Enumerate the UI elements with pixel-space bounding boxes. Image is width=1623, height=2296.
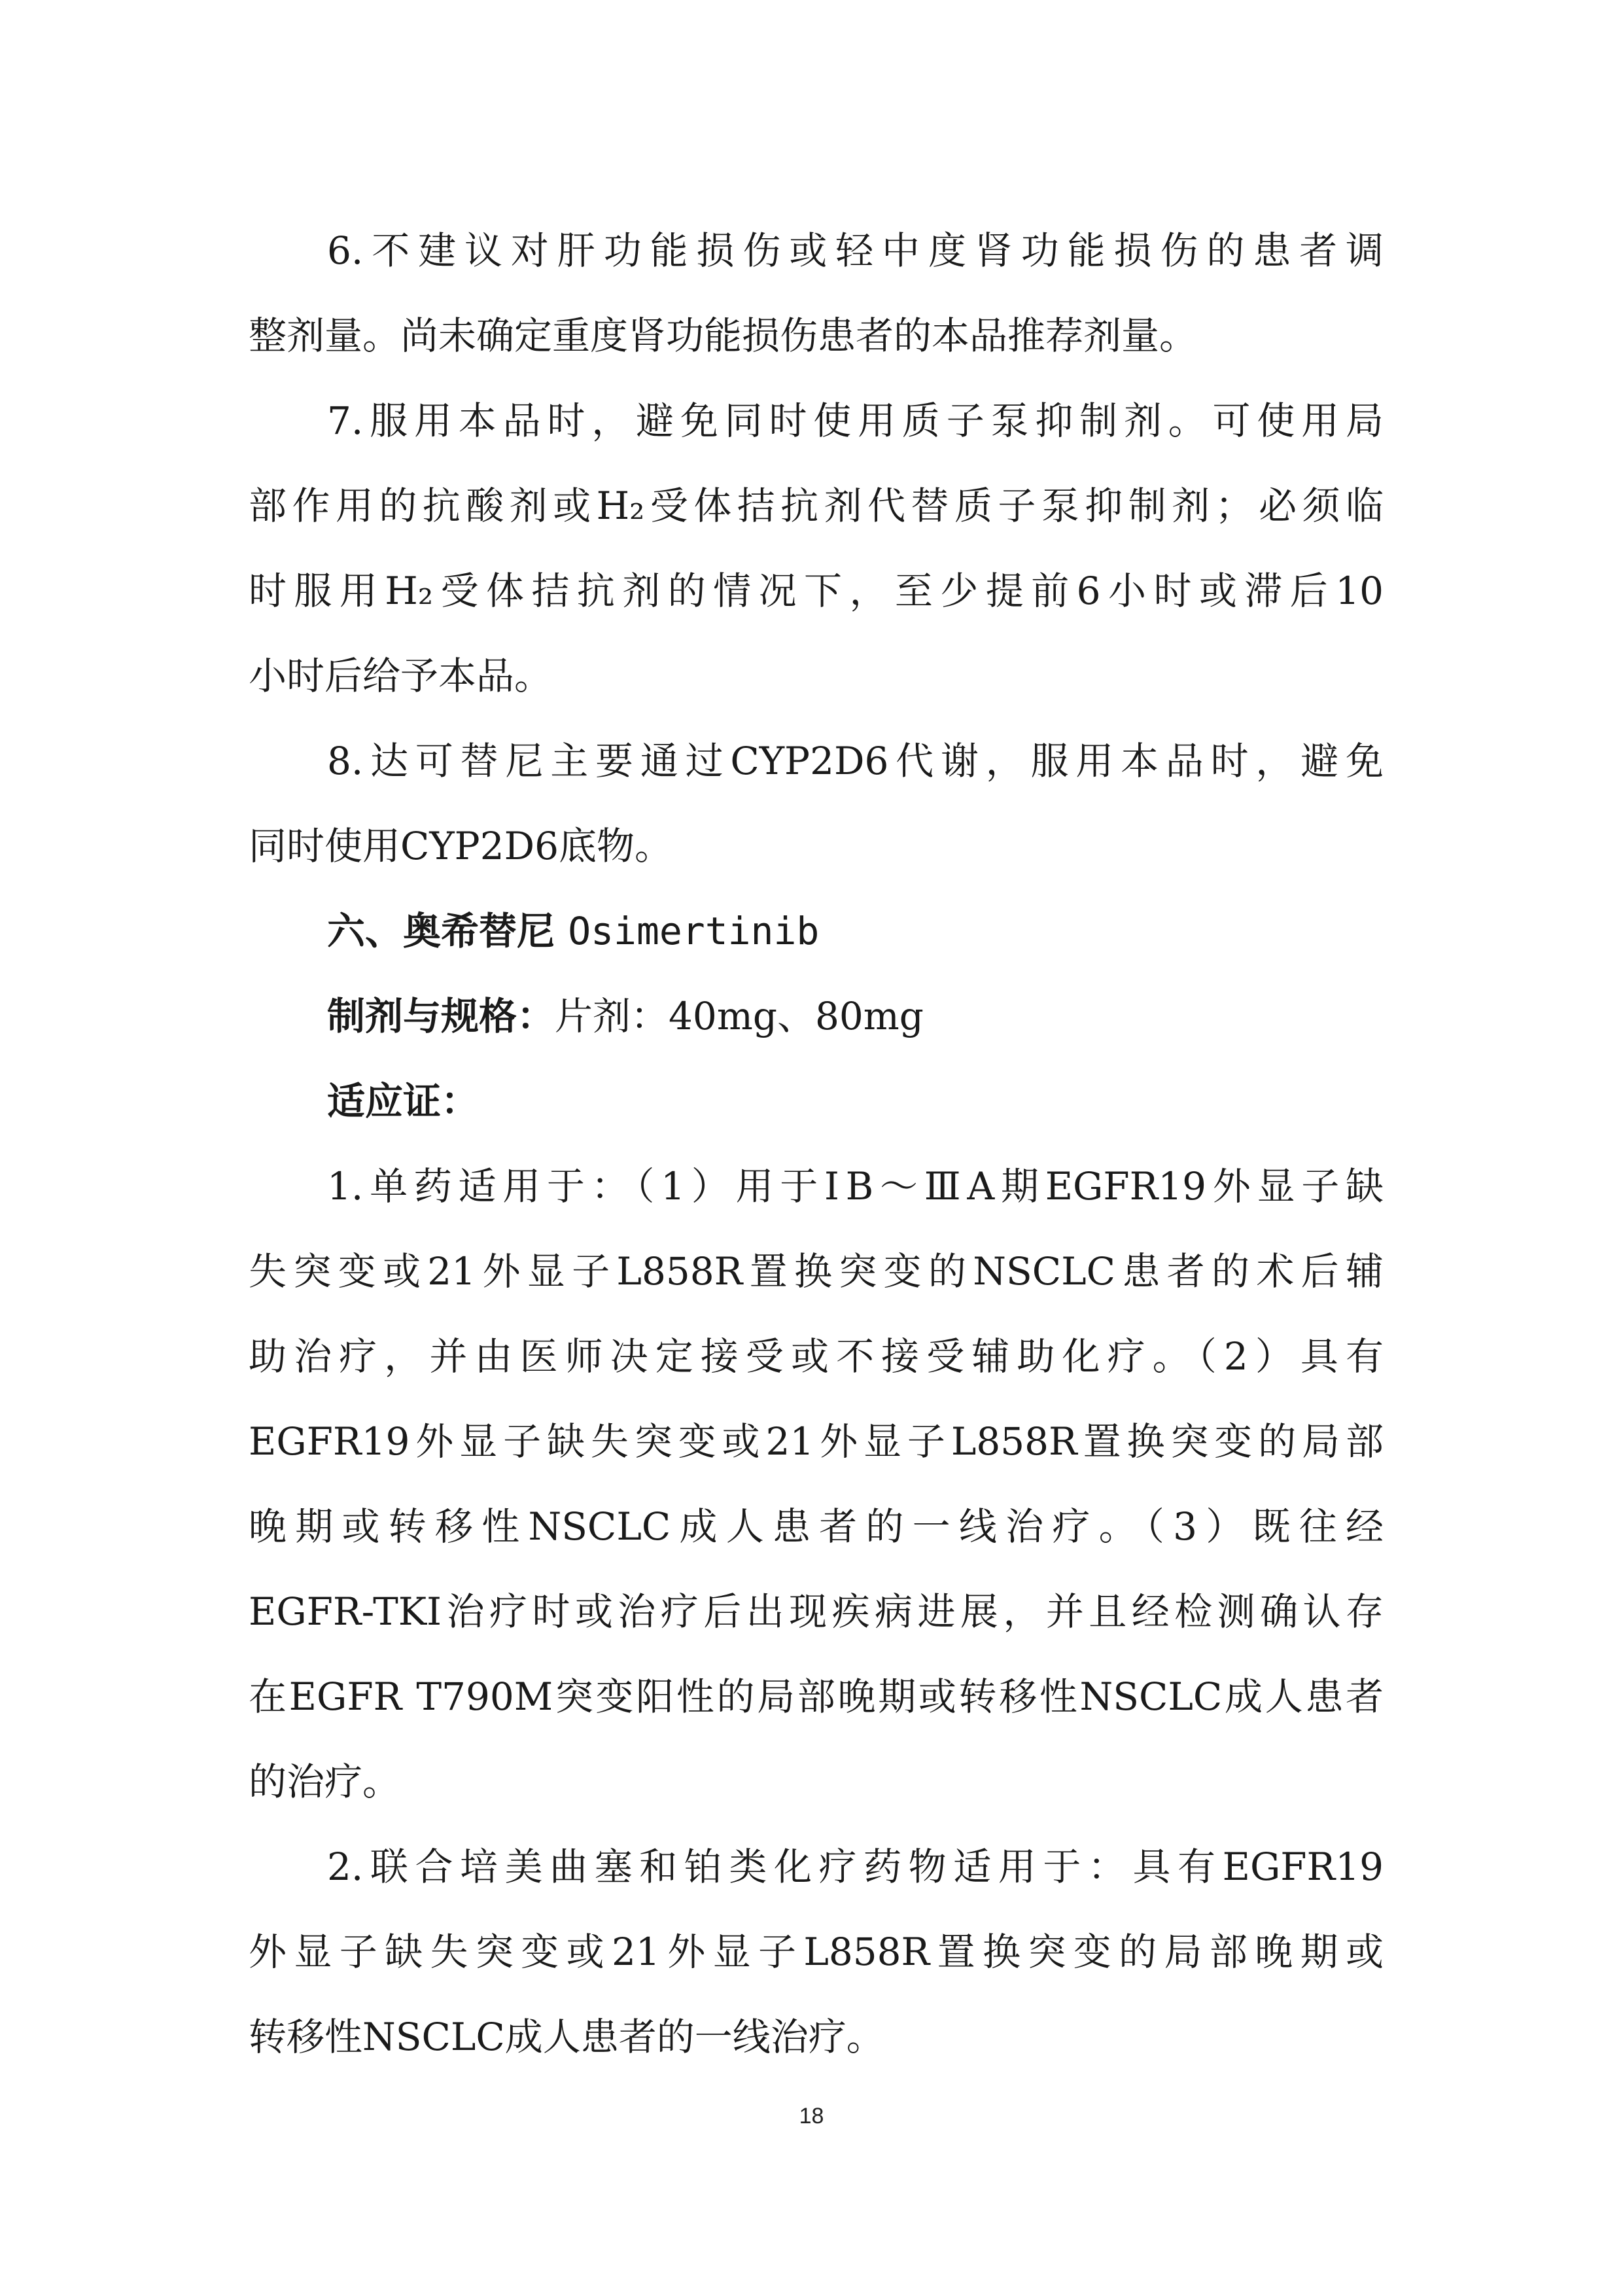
text-line: 助治疗，并由医师决定接受或不接受辅助化疗。（2）具有 [249,1334,1384,1379]
formulation-label: 制剂与规格： [327,994,555,1038]
text-line: 失突变或21外显子L858R置换突变的NSCLC患者的术后辅 [249,1249,1384,1294]
text-line: 的治疗。 [249,1759,401,1804]
indications-label: 适应证： [327,1079,480,1123]
text-line: EGFR-TKI治疗时或治疗后出现疾病进展，并且经检测确认存 [249,1589,1384,1634]
text-line: 转移性NSCLC成人患者的一线治疗。 [249,2015,884,2059]
text-line: 部作用的抗酸剂或H₂受体拮抗剂代替质子泵抑制剂；必须临 [249,484,1384,528]
text-line: 在EGFR T790M突变阳性的局部晚期或转移性NSCLC成人患者 [249,1674,1384,1719]
drug-heading-en: Osimertinib [568,909,820,953]
formulation-line [249,974,1384,1059]
text-line: EGFR19外显子缺失突变或21外显子L858R置换突变的局部 [249,1419,1384,1464]
drug-heading-cn: 六、奥希替尼 [327,909,568,953]
text-line: 时服用H₂受体拮抗剂的情况下，至少提前6小时或滞后10 [249,569,1384,613]
text-line: 外显子缺失突变或21外显子L858R置换突变的局部晚期或 [249,1930,1384,1974]
text-line: 小时后给予本品。 [249,654,553,698]
text-line: 1.单药适用于：（1）用于ⅠB～ⅢA期EGFR19外显子缺 [327,1164,1384,1209]
text-line: 8.达可替尼主要通过CYP2D6代谢，服用本品时，避免 [327,739,1384,783]
text-line: 晚期或转移性NSCLC成人患者的一线治疗。（3）既往经 [249,1504,1384,1549]
formulation-value: 片剂：40mg、80mg [555,994,924,1038]
drug-heading [249,889,1384,974]
text-line: 7.服用本品时，避免同时使用质子泵抑制剂。可使用局 [327,398,1384,443]
text-line: 整剂量。尚未确定重度肾功能损伤患者的本品推荐剂量。 [249,313,1198,358]
dosage-notes-block [249,208,1384,889]
text-line: 6.不建议对肝功能损伤或轻中度肾功能损伤的患者调 [327,228,1384,273]
page-number: 18 [799,2104,824,2128]
text-line: 2.联合培美曲塞和铂类化疗药物适用于：具有EGFR19 [327,1845,1384,1889]
indications-block [249,1144,1384,2079]
text-line: 同时使用CYP2D6底物。 [249,824,672,868]
page-content [249,208,1384,2079]
